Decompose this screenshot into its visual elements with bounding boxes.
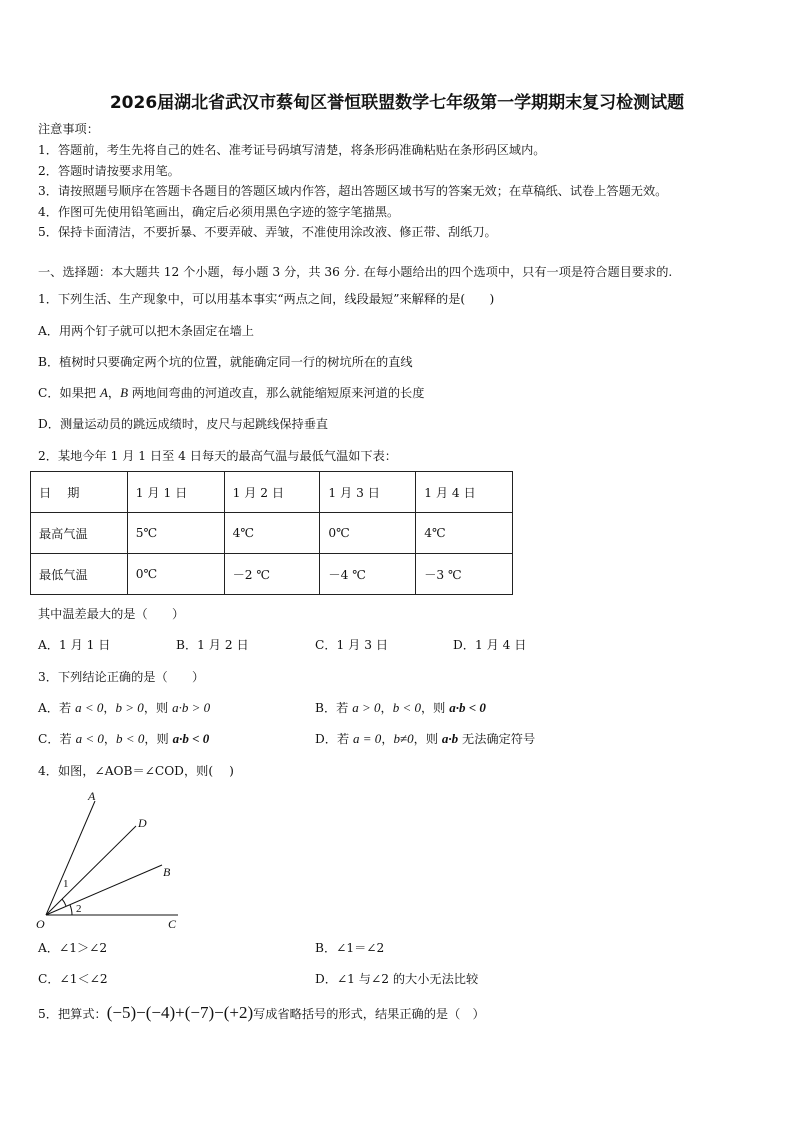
table-row xyxy=(31,513,513,554)
label-angle-2: 2 xyxy=(76,903,82,915)
q2-option-a: A．1 月 1 日 xyxy=(38,638,111,652)
table-cell: 1 月 3 日 xyxy=(320,472,416,513)
q4-option-b: B．∠1＝∠2 xyxy=(315,941,385,955)
temperature-table xyxy=(30,471,513,595)
section-heading: 一、选择题：本大题共 12 个小题，每小题 3 分，共 36 分. 在每小题给出的四个选项中，只有一项是符合题目要求的. xyxy=(38,265,673,279)
table-cell: 1 月 2 日 xyxy=(224,472,320,513)
angle-figure xyxy=(32,790,192,932)
question-1-stem: 1．下列生活、生产现象中，可以用基本事实“两点之间，线段最短”来解释的是( ) xyxy=(38,292,495,306)
ray-od xyxy=(46,826,136,915)
angle-1-arc xyxy=(62,899,66,906)
q3-option-c: C．若 a < 0，b < 0，则 a·b < 0 xyxy=(38,731,210,746)
note-item: 3．请按照题号顺序在答题卡各题目的答题区域内作答，超出答题区域书写的答案无效；在草稿纸、试卷上答题无效。 xyxy=(38,184,668,198)
q1-option-c: C．如果把 A，B 两地间弯曲的河道改直，那么就能缩短原来河道的长度 xyxy=(38,385,425,400)
table-cell: 日 期 xyxy=(31,472,128,513)
table-cell: －4 ℃ xyxy=(320,554,416,595)
label-b: B xyxy=(163,865,171,879)
note-item: 2．答题时请按要求用笔。 xyxy=(38,164,180,178)
label-angle-1: 1 xyxy=(63,878,69,890)
q1-option-d: D．测量运动员的跳远成绩时，皮尺与起跳线保持垂直 xyxy=(38,417,329,431)
note-item: 5．保持卡面清洁，不要折暴、不要弄破、弄皱，不准使用涂改液、修正带、刮纸刀。 xyxy=(38,225,497,239)
q4-option-c: C．∠1＜∠2 xyxy=(38,972,108,986)
ray-ob xyxy=(46,865,162,915)
table-cell: 0℃ xyxy=(127,554,224,595)
q2-option-b: B．1 月 2 日 xyxy=(176,638,249,652)
q3-option-b: B．若 a > 0，b < 0，则 a·b < 0 xyxy=(315,700,486,715)
q1-option-b: B．植树时只要确定两个坑的位置，就能确定同一行的树坑所在的直线 xyxy=(38,355,413,369)
q3-option-a: A．若 a < 0，b > 0，则 a·b > 0 xyxy=(38,700,211,715)
table-cell: 0℃ xyxy=(320,513,416,554)
ray-oa xyxy=(46,801,95,915)
page-title: 2026届湖北省武汉市蔡甸区誉恒联盟数学七年级第一学期期末复习检测试题 xyxy=(109,93,685,113)
q1-option-a: A．用两个钉子就可以把木条固定在墙上 xyxy=(38,324,254,338)
table-cell: 4℃ xyxy=(416,513,513,554)
table-row xyxy=(31,554,513,595)
table-cell: 1 月 4 日 xyxy=(416,472,513,513)
notes-heading: 注意事项： xyxy=(38,122,99,136)
table-header-row xyxy=(31,472,513,513)
q2-option-c: C．1 月 3 日 xyxy=(315,638,389,652)
question-4-stem: 4．如图，∠AOB＝∠COD，则( ) xyxy=(38,764,234,778)
q4-option-d: D．∠1 与∠2 的大小无法比较 xyxy=(315,972,479,986)
note-item: 1．答题前，考生先将自己的姓名、准考证号码填写清楚，将条形码准确粘贴在条形码区域内。 xyxy=(38,143,546,157)
angle-2-arc xyxy=(70,905,72,915)
q5-expression: (−5)−(−4)+(−7)−(+2) xyxy=(106,1003,254,1022)
question-3-stem: 3．下列结论正确的是（ ） xyxy=(38,670,205,684)
label-o: O xyxy=(36,917,45,931)
table-cell: 1 月 1 日 xyxy=(127,472,224,513)
question-2-stem: 2．某地今年 1 月 1 日至 4 日每天的最高气温与最低气温如下表： xyxy=(38,449,397,463)
table-cell: 5℃ xyxy=(127,513,224,554)
q2-question: 其中温差最大的是（ ） xyxy=(38,607,185,621)
table-cell: 最高气温 xyxy=(31,513,128,554)
table-cell: －2 ℃ xyxy=(224,554,320,595)
q2-option-d: D．1 月 4 日 xyxy=(453,638,527,652)
table-cell: 4℃ xyxy=(224,513,320,554)
label-a: A xyxy=(88,790,96,803)
table-cell: －3 ℃ xyxy=(416,554,513,595)
label-c: C xyxy=(168,917,177,931)
q3-option-d: D．若 a = 0，b≠0，则 a·b 无法确定符号 xyxy=(315,731,536,746)
note-item: 4．作图可先使用铅笔画出，确定后必须用黑色字迹的签字笔描黑。 xyxy=(38,205,400,219)
table-cell: 最低气温 xyxy=(31,554,128,595)
label-d: D xyxy=(138,816,147,830)
q4-option-a: A．∠1＞∠2 xyxy=(38,941,108,955)
question-5-stem: 5．把算式：(−5)−(−4)+(−7)−(+2)写成省略括号的形式，结果正确的是（ ） xyxy=(38,1003,485,1022)
